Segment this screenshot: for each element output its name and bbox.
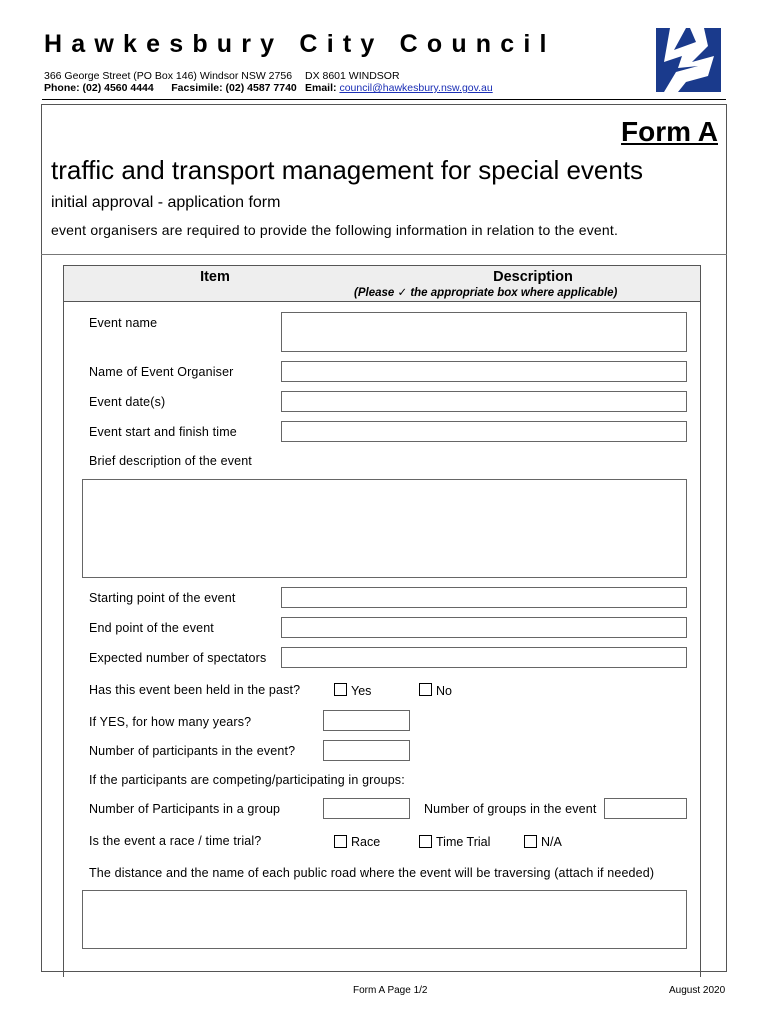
years-label: If YES, for how many years? (89, 715, 252, 729)
event-name-label: Event name (89, 316, 158, 330)
header-divider (41, 254, 727, 255)
years-field[interactable] (323, 710, 410, 731)
number-of-groups-label: Number of groups in the event (424, 802, 597, 816)
organiser-label: Name of Event Organiser (89, 365, 234, 379)
participants-per-group-label: Number of Participants in a group (89, 802, 281, 816)
council-name: Hawkesbury City Council (44, 30, 556, 58)
na-checkbox[interactable] (524, 835, 537, 848)
participants-label: Number of participants in the event? (89, 744, 296, 758)
start-point-label: Starting point of the event (89, 591, 236, 605)
participants-field[interactable] (323, 740, 410, 761)
phone-label: Phone: (44, 82, 80, 94)
groups-intro-label: If the participants are competing/participating in groups: (89, 773, 405, 787)
organiser-field[interactable] (281, 361, 687, 382)
time-trial-label: Time Trial (436, 835, 491, 849)
column-description-heading: Description (493, 269, 573, 285)
event-name-field[interactable] (281, 312, 687, 352)
event-times-field[interactable] (281, 421, 687, 442)
spectators-label: Expected number of spectators (89, 651, 267, 665)
end-point-label: End point of the event (89, 621, 214, 635)
council-logo-icon (656, 28, 721, 92)
race-label: Race (351, 835, 381, 849)
phone-value: (02) 4560 4444 (82, 82, 154, 94)
column-description-note: (Please ✓ the appropriate box where applicable) (354, 287, 618, 299)
number-of-groups-field[interactable] (604, 798, 687, 819)
roads-label: The distance and the name of each public road where the event will be traversing (attach if needed) (89, 866, 655, 880)
email-link[interactable]: council@hawkesbury.nsw.gov.au (339, 82, 493, 94)
roads-field[interactable] (82, 890, 687, 949)
page-number: Form A Page 1/2 (353, 985, 428, 996)
participants-per-group-field[interactable] (323, 798, 410, 819)
na-label: N/A (541, 835, 562, 849)
email-label: Email: (305, 82, 337, 94)
council-dx: DX 8601 WINDSOR (305, 70, 400, 82)
yes-label: Yes (351, 684, 372, 698)
held-before-label: Has this event been held in the past? (89, 683, 301, 697)
letterhead-rule (42, 99, 726, 100)
held-before-yes-checkbox[interactable] (334, 683, 347, 696)
fax-value: (02) 4587 7740 (225, 82, 297, 94)
revision-date: August 2020 (669, 985, 726, 996)
checkmark-icon: ✓ (397, 287, 408, 299)
race-question-label: Is the event a race / time trial? (89, 834, 262, 848)
event-dates-label: Event date(s) (89, 395, 166, 409)
council-address: 366 George Street (PO Box 146) Windsor NSW 2756 (44, 70, 293, 82)
held-before-no-checkbox[interactable] (419, 683, 432, 696)
form-title: traffic and transport management for special events (51, 155, 644, 185)
council-contact-block (305, 70, 493, 94)
event-times-label: Event start and finish time (89, 425, 237, 439)
no-label: No (436, 684, 452, 698)
end-point-field[interactable] (281, 617, 687, 638)
event-description-label: Brief description of the event (89, 454, 252, 468)
start-point-field[interactable] (281, 587, 687, 608)
time-trial-checkbox[interactable] (419, 835, 432, 848)
form-instruction: event organisers are required to provide the following information in relation to the event. (51, 222, 619, 238)
event-dates-field[interactable] (281, 391, 687, 412)
table-header (64, 266, 700, 302)
spectators-field[interactable] (281, 647, 687, 668)
column-item-heading: Item (200, 269, 230, 285)
council-address-block (44, 70, 297, 94)
fax-label: Facsimile: (171, 82, 223, 94)
form-subtitle: initial approval - application form (51, 194, 281, 211)
event-description-field[interactable] (82, 479, 687, 578)
race-checkbox[interactable] (334, 835, 347, 848)
form-code: Form A (621, 116, 718, 147)
